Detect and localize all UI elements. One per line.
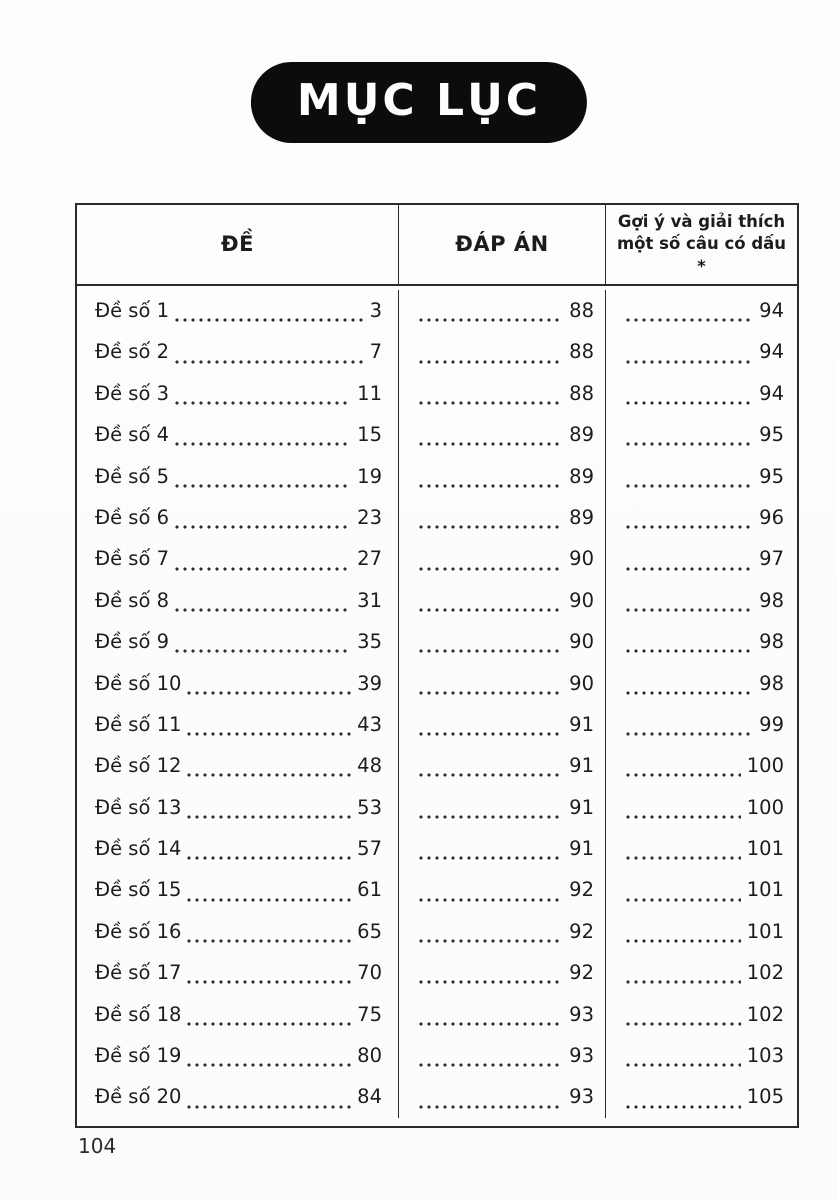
dot-leader <box>419 1022 563 1026</box>
de-page-number: 75 <box>357 1002 382 1026</box>
dap-an-page-number: 89 <box>569 464 594 488</box>
de-label: Đề số 8 <box>95 588 170 612</box>
dap-an-page-number: 90 <box>569 630 594 654</box>
goi-y-page-number: 102 <box>746 1002 784 1026</box>
de-cell <box>77 538 399 579</box>
de-page-number: 23 <box>357 505 382 529</box>
dap-an-page-number: 90 <box>569 547 594 571</box>
dap-an-page-number: 92 <box>569 919 594 943</box>
dot-leader <box>175 401 351 405</box>
dap-an-page-number: 91 <box>569 795 594 819</box>
de-page-number: 39 <box>357 671 382 695</box>
dot-leader <box>626 442 753 446</box>
dot-leader <box>187 856 351 860</box>
goi-y-page-number: 98 <box>759 671 784 695</box>
de-label: Đề số 17 <box>95 961 182 985</box>
goi-y-page-number: 101 <box>746 837 784 861</box>
dot-leader <box>187 1022 351 1026</box>
header-goi-y: Gợi ý và giải thích một số câu có dấu * <box>616 212 787 276</box>
dap-an-page-number: 88 <box>569 381 594 405</box>
goi-y-cell <box>606 662 797 703</box>
dot-leader <box>187 691 351 695</box>
table-row <box>77 497 797 538</box>
de-page-number: 48 <box>357 754 382 778</box>
table-row <box>77 952 797 993</box>
dap-an-cell <box>399 621 606 662</box>
dot-leader <box>419 898 563 902</box>
goi-y-cell <box>606 828 797 869</box>
de-label: Đề số 18 <box>95 1002 182 1026</box>
dot-leader <box>626 980 741 984</box>
dap-an-cell <box>399 455 606 496</box>
dap-an-cell <box>399 704 606 745</box>
dot-leader <box>187 773 351 777</box>
dot-leader <box>187 815 351 819</box>
table-row <box>77 828 797 869</box>
table-row <box>77 993 797 1034</box>
goi-y-cell <box>606 1035 797 1076</box>
dap-an-page-number: 88 <box>569 340 594 364</box>
de-cell <box>77 331 399 372</box>
dot-leader <box>419 401 563 405</box>
table-row <box>77 1076 797 1117</box>
de-page-number: 61 <box>357 878 382 902</box>
dot-leader <box>419 608 563 612</box>
de-label: Đề số 14 <box>95 837 182 861</box>
de-label: Đề số 1 <box>95 298 170 322</box>
dot-leader <box>175 318 364 322</box>
dap-an-page-number: 89 <box>569 423 594 447</box>
dot-leader <box>626 1063 741 1067</box>
de-cell <box>77 869 399 910</box>
dap-an-cell <box>399 993 606 1034</box>
goi-y-page-number: 99 <box>759 712 784 736</box>
goi-y-cell <box>606 580 797 621</box>
dot-leader <box>626 567 753 571</box>
dot-leader <box>419 360 563 364</box>
goi-y-cell <box>606 869 797 910</box>
dap-an-cell <box>399 1035 606 1076</box>
table-row <box>77 869 797 910</box>
de-page-number: 11 <box>357 381 382 405</box>
de-page-number: 19 <box>357 464 382 488</box>
dot-leader <box>187 732 351 736</box>
de-page-number: 57 <box>357 837 382 861</box>
goi-y-cell <box>606 1076 797 1117</box>
de-label: Đề số 4 <box>95 423 170 447</box>
dot-leader <box>175 608 351 612</box>
de-page-number: 3 <box>369 298 382 322</box>
goi-y-cell <box>606 290 797 331</box>
dap-an-cell <box>399 828 606 869</box>
dap-an-cell <box>399 869 606 910</box>
dap-an-cell <box>399 911 606 952</box>
de-page-number: 70 <box>357 961 382 985</box>
dot-leader <box>626 815 741 819</box>
de-page-number: 31 <box>357 588 382 612</box>
goi-y-page-number: 101 <box>746 878 784 902</box>
goi-y-cell <box>606 414 797 455</box>
de-label: Đề số 19 <box>95 1044 182 1068</box>
page-title-text: MỤC LỤC <box>296 75 542 126</box>
goi-y-page-number: 105 <box>746 1085 784 1109</box>
table-row <box>77 662 797 703</box>
dot-leader <box>419 856 563 860</box>
de-cell <box>77 745 399 786</box>
dap-an-page-number: 93 <box>569 1002 594 1026</box>
de-cell <box>77 952 399 993</box>
dap-an-cell <box>399 786 606 827</box>
dot-leader <box>175 649 351 653</box>
table-row <box>77 745 797 786</box>
de-cell <box>77 455 399 496</box>
goi-y-cell <box>606 373 797 414</box>
de-label: Đề số 10 <box>95 671 182 695</box>
de-page-number: 43 <box>357 712 382 736</box>
table-row <box>77 331 797 372</box>
goi-y-page-number: 94 <box>759 298 784 322</box>
dap-an-page-number: 93 <box>569 1085 594 1109</box>
dot-leader <box>626 1022 741 1026</box>
de-label: Đề số 11 <box>95 712 182 736</box>
goi-y-cell <box>606 911 797 952</box>
header-dap-an: ĐÁP ÁN <box>399 205 606 284</box>
goi-y-page-number: 97 <box>759 547 784 571</box>
de-cell <box>77 621 399 662</box>
de-label: Đề số 9 <box>95 630 170 654</box>
dot-leader <box>626 691 753 695</box>
de-label: Đề số 15 <box>95 878 182 902</box>
dot-leader <box>626 939 741 943</box>
de-label: Đề số 5 <box>95 464 170 488</box>
goi-y-page-number: 95 <box>759 423 784 447</box>
dap-an-cell <box>399 290 606 331</box>
de-cell <box>77 373 399 414</box>
dap-an-cell <box>399 952 606 993</box>
dot-leader <box>419 691 563 695</box>
de-page-number: 35 <box>357 630 382 654</box>
goi-y-page-number: 98 <box>759 630 784 654</box>
goi-y-page-number: 103 <box>746 1044 784 1068</box>
dot-leader <box>187 898 351 902</box>
dot-leader <box>626 1105 741 1109</box>
dot-leader <box>419 525 563 529</box>
goi-y-page-number: 94 <box>759 381 784 405</box>
de-cell <box>77 497 399 538</box>
dot-leader <box>175 525 351 529</box>
de-label: Đề số 12 <box>95 754 182 778</box>
dot-leader <box>626 401 753 405</box>
dap-an-page-number: 89 <box>569 505 594 529</box>
dot-leader <box>626 484 753 488</box>
de-cell <box>77 786 399 827</box>
de-page-number: 7 <box>369 340 382 364</box>
dap-an-cell <box>399 497 606 538</box>
goi-y-page-number: 95 <box>759 464 784 488</box>
dot-leader <box>187 1063 351 1067</box>
de-cell <box>77 828 399 869</box>
de-cell <box>77 1076 399 1117</box>
goi-y-page-number: 102 <box>746 961 784 985</box>
de-cell <box>77 704 399 745</box>
dap-an-page-number: 93 <box>569 1044 594 1068</box>
goi-y-page-number: 94 <box>759 340 784 364</box>
dot-leader <box>626 898 741 902</box>
goi-y-cell <box>606 497 797 538</box>
de-page-number: 53 <box>357 795 382 819</box>
dot-leader <box>626 773 741 777</box>
dot-leader <box>187 1105 351 1109</box>
de-cell <box>77 911 399 952</box>
dot-leader <box>187 980 351 984</box>
dap-an-cell <box>399 538 606 579</box>
goi-y-cell <box>606 538 797 579</box>
dot-leader <box>419 1105 563 1109</box>
dot-leader <box>175 360 364 364</box>
dot-leader <box>626 732 753 736</box>
dot-leader <box>419 815 563 819</box>
dot-leader <box>175 484 351 488</box>
de-label: Đề số 20 <box>95 1085 182 1109</box>
dap-an-cell <box>399 1076 606 1117</box>
dot-leader <box>626 856 741 860</box>
de-label: Đề số 16 <box>95 919 182 943</box>
dap-an-page-number: 88 <box>569 298 594 322</box>
table-row <box>77 373 797 414</box>
de-page-number: 65 <box>357 919 382 943</box>
dot-leader <box>175 567 351 571</box>
goi-y-cell <box>606 745 797 786</box>
dot-leader <box>419 980 563 984</box>
dot-leader <box>419 773 563 777</box>
goi-y-cell <box>606 952 797 993</box>
goi-y-cell <box>606 786 797 827</box>
de-cell <box>77 993 399 1034</box>
dap-an-page-number: 92 <box>569 878 594 902</box>
goi-y-page-number: 101 <box>746 919 784 943</box>
dot-leader <box>626 318 753 322</box>
table-body <box>77 286 797 1126</box>
table-row <box>77 911 797 952</box>
table-row <box>77 786 797 827</box>
dot-leader <box>419 442 563 446</box>
de-page-number: 84 <box>357 1085 382 1109</box>
de-page-number: 80 <box>357 1044 382 1068</box>
de-label: Đề số 6 <box>95 505 170 529</box>
table-row <box>77 580 797 621</box>
toc-table <box>75 203 799 1128</box>
page-number: 104 <box>78 1134 117 1158</box>
dot-leader <box>419 567 563 571</box>
dap-an-cell <box>399 662 606 703</box>
table-row <box>77 538 797 579</box>
goi-y-page-number: 100 <box>746 754 784 778</box>
table-row <box>77 290 797 331</box>
de-cell <box>77 1035 399 1076</box>
de-label: Đề số 13 <box>95 795 182 819</box>
dap-an-page-number: 90 <box>569 671 594 695</box>
goi-y-cell <box>606 993 797 1034</box>
dot-leader <box>419 939 563 943</box>
table-row <box>77 1035 797 1076</box>
dot-leader <box>175 442 351 446</box>
dap-an-cell <box>399 745 606 786</box>
goi-y-page-number: 96 <box>759 505 784 529</box>
dot-leader <box>419 732 563 736</box>
dot-leader <box>419 1063 563 1067</box>
dot-leader <box>419 484 563 488</box>
de-page-number: 27 <box>357 547 382 571</box>
dap-an-page-number: 91 <box>569 754 594 778</box>
dap-an-cell <box>399 580 606 621</box>
dap-an-page-number: 90 <box>569 588 594 612</box>
dot-leader <box>419 318 563 322</box>
de-cell <box>77 580 399 621</box>
goi-y-page-number: 98 <box>759 588 784 612</box>
dap-an-page-number: 92 <box>569 961 594 985</box>
de-page-number: 15 <box>357 423 382 447</box>
header-de: ĐỀ <box>77 205 399 284</box>
dap-an-page-number: 91 <box>569 712 594 736</box>
table-row <box>77 704 797 745</box>
goi-y-cell <box>606 704 797 745</box>
dot-leader <box>626 649 753 653</box>
dap-an-cell <box>399 373 606 414</box>
dap-an-page-number: 91 <box>569 837 594 861</box>
table-row <box>77 455 797 496</box>
goi-y-cell <box>606 331 797 372</box>
goi-y-page-number: 100 <box>746 795 784 819</box>
dap-an-cell <box>399 331 606 372</box>
de-cell <box>77 414 399 455</box>
table-header-row <box>77 205 797 286</box>
page-title <box>251 62 587 143</box>
de-label: Đề số 7 <box>95 547 170 571</box>
goi-y-cell <box>606 621 797 662</box>
dap-an-cell <box>399 414 606 455</box>
de-label: Đề số 2 <box>95 340 170 364</box>
dot-leader <box>419 649 563 653</box>
table-row <box>77 414 797 455</box>
dot-leader <box>626 608 753 612</box>
table-row <box>77 621 797 662</box>
de-cell <box>77 290 399 331</box>
dot-leader <box>626 360 753 364</box>
goi-y-cell <box>606 455 797 496</box>
de-cell <box>77 662 399 703</box>
dot-leader <box>187 939 351 943</box>
de-label: Đề số 3 <box>95 381 170 405</box>
dot-leader <box>626 525 753 529</box>
